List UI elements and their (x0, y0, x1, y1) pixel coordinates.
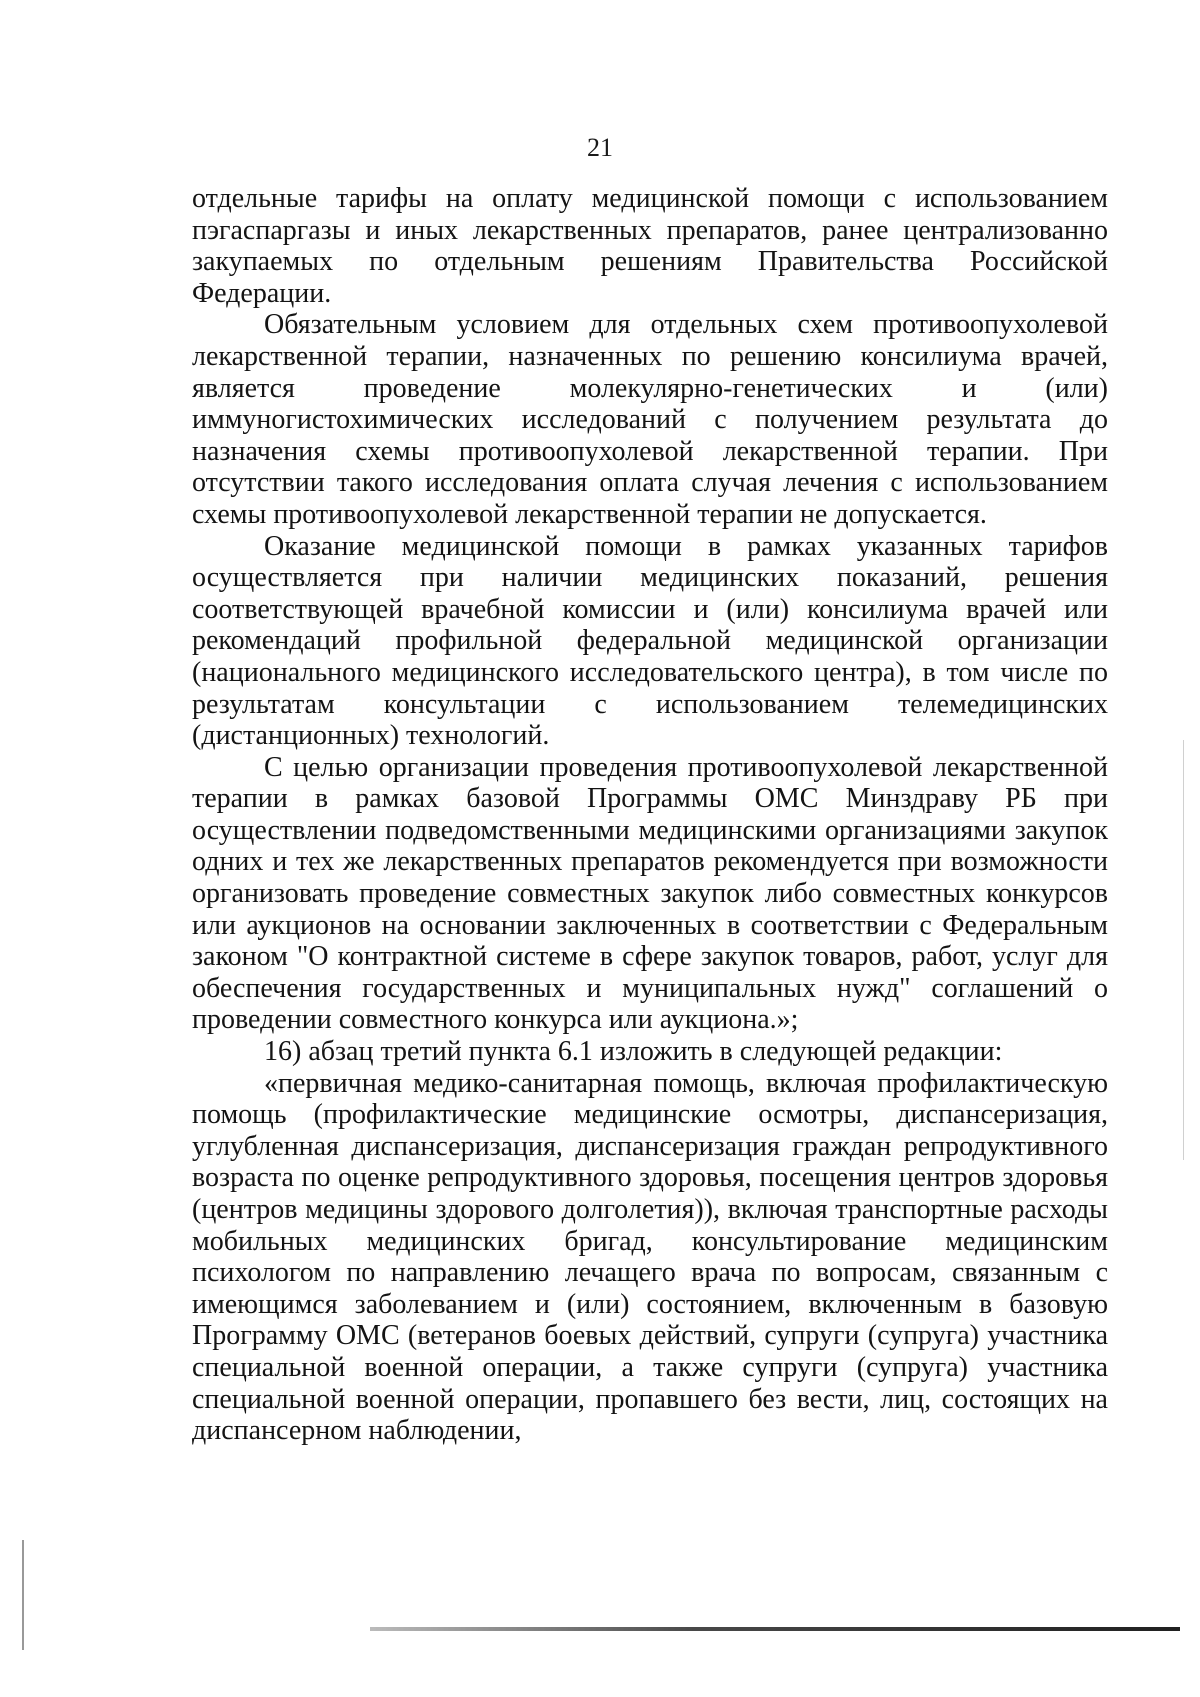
paragraph-medical-care-provision: Оказание медицинской помощи в рамках указанных тарифов осуществляется при наличии медицинских показаний, решения соответствующей врачебной комиссии и (или) консилиума врачей или рекомендаций профильной федеральной медицинской организации (национального медицинского исследовательского центра), в том числе по результатам консультации с использованием телемедицинских (дистанционных) технологий. (192, 530, 1108, 752)
scan-artifact-right-edge (1183, 740, 1184, 1160)
paragraph-mandatory-condition: Обязательным условием для отдельных схем противоопухолевой лекарственной терапии, назначенных по решению консилиума врачей, является проведение молекулярно-генетических и (или) иммуногистохимических исследований с получением результата до назначения схемы противоопухолевой лекарственной терапии. При отсутствии такого исследования оплата случая лечения с использованием схемы противоопухолевой лекарственной терапии не допускается. (192, 309, 1108, 530)
page-number: 21 (587, 133, 613, 162)
document-body (192, 183, 1108, 1447)
paragraph-item-16: 16) абзац третий пункта 6.1 изложить в следующей редакции: (264, 1036, 1003, 1068)
paragraph-tariffs-continuation: отдельные тарифы на оплату медицинской помощи с использованием пэгаспаргазы и иных лекарственных препаратов, ранее централизованно закупаемых по отдельным решениям Правительства Российской Федерации. (192, 183, 1108, 309)
paragraph-joint-procurement: С целью организации проведения противоопухолевой лекарственной терапии в рамках базовой Программы ОМС Минздраву РБ при осуществлении подведомственными медицинскими организациями закупок одних и тех же лекарственных препаратов рекомендуется при возможности организовать проведение совместных закупок либо совместных конкурсов или аукционов на основании заключенных в соответствии с Федеральным законом "О контрактной системе в сфере закупок товаров, работ, услуг для обеспечения государственных и муниципальных нужд" соглашений о проведении совместного конкурса или аукциона.»; (192, 751, 1108, 1036)
paragraph-primary-care: «первичная медико-санитарная помощь, включая профилактическую помощь (профилактические медицинские осмотры, диспансеризация, углубленная диспансеризация, диспансеризация граждан репродуктивного возраста по оценке репродуктивного здоровья, посещения центров здоровья (центров медицины здорового долголетия)), включая транспортные расходы мобильных медицинских бригад, консультирование медицинским психологом по направлению лечащего врача по вопросам, связанным с имеющимся заболеванием и (или) состоянием, включенным в базовую Программу ОМС (ветеранов боевых действий, супруги (супруга) участника специальной военной операции, а также супруги (супруга) участника специальной военной операции, пропавшего без вести, лиц, состоящих на диспансерном наблюдении, (192, 1067, 1108, 1447)
scan-artifact-left-edge (22, 1540, 24, 1650)
scan-artifact-bottom-line (370, 1627, 1180, 1631)
